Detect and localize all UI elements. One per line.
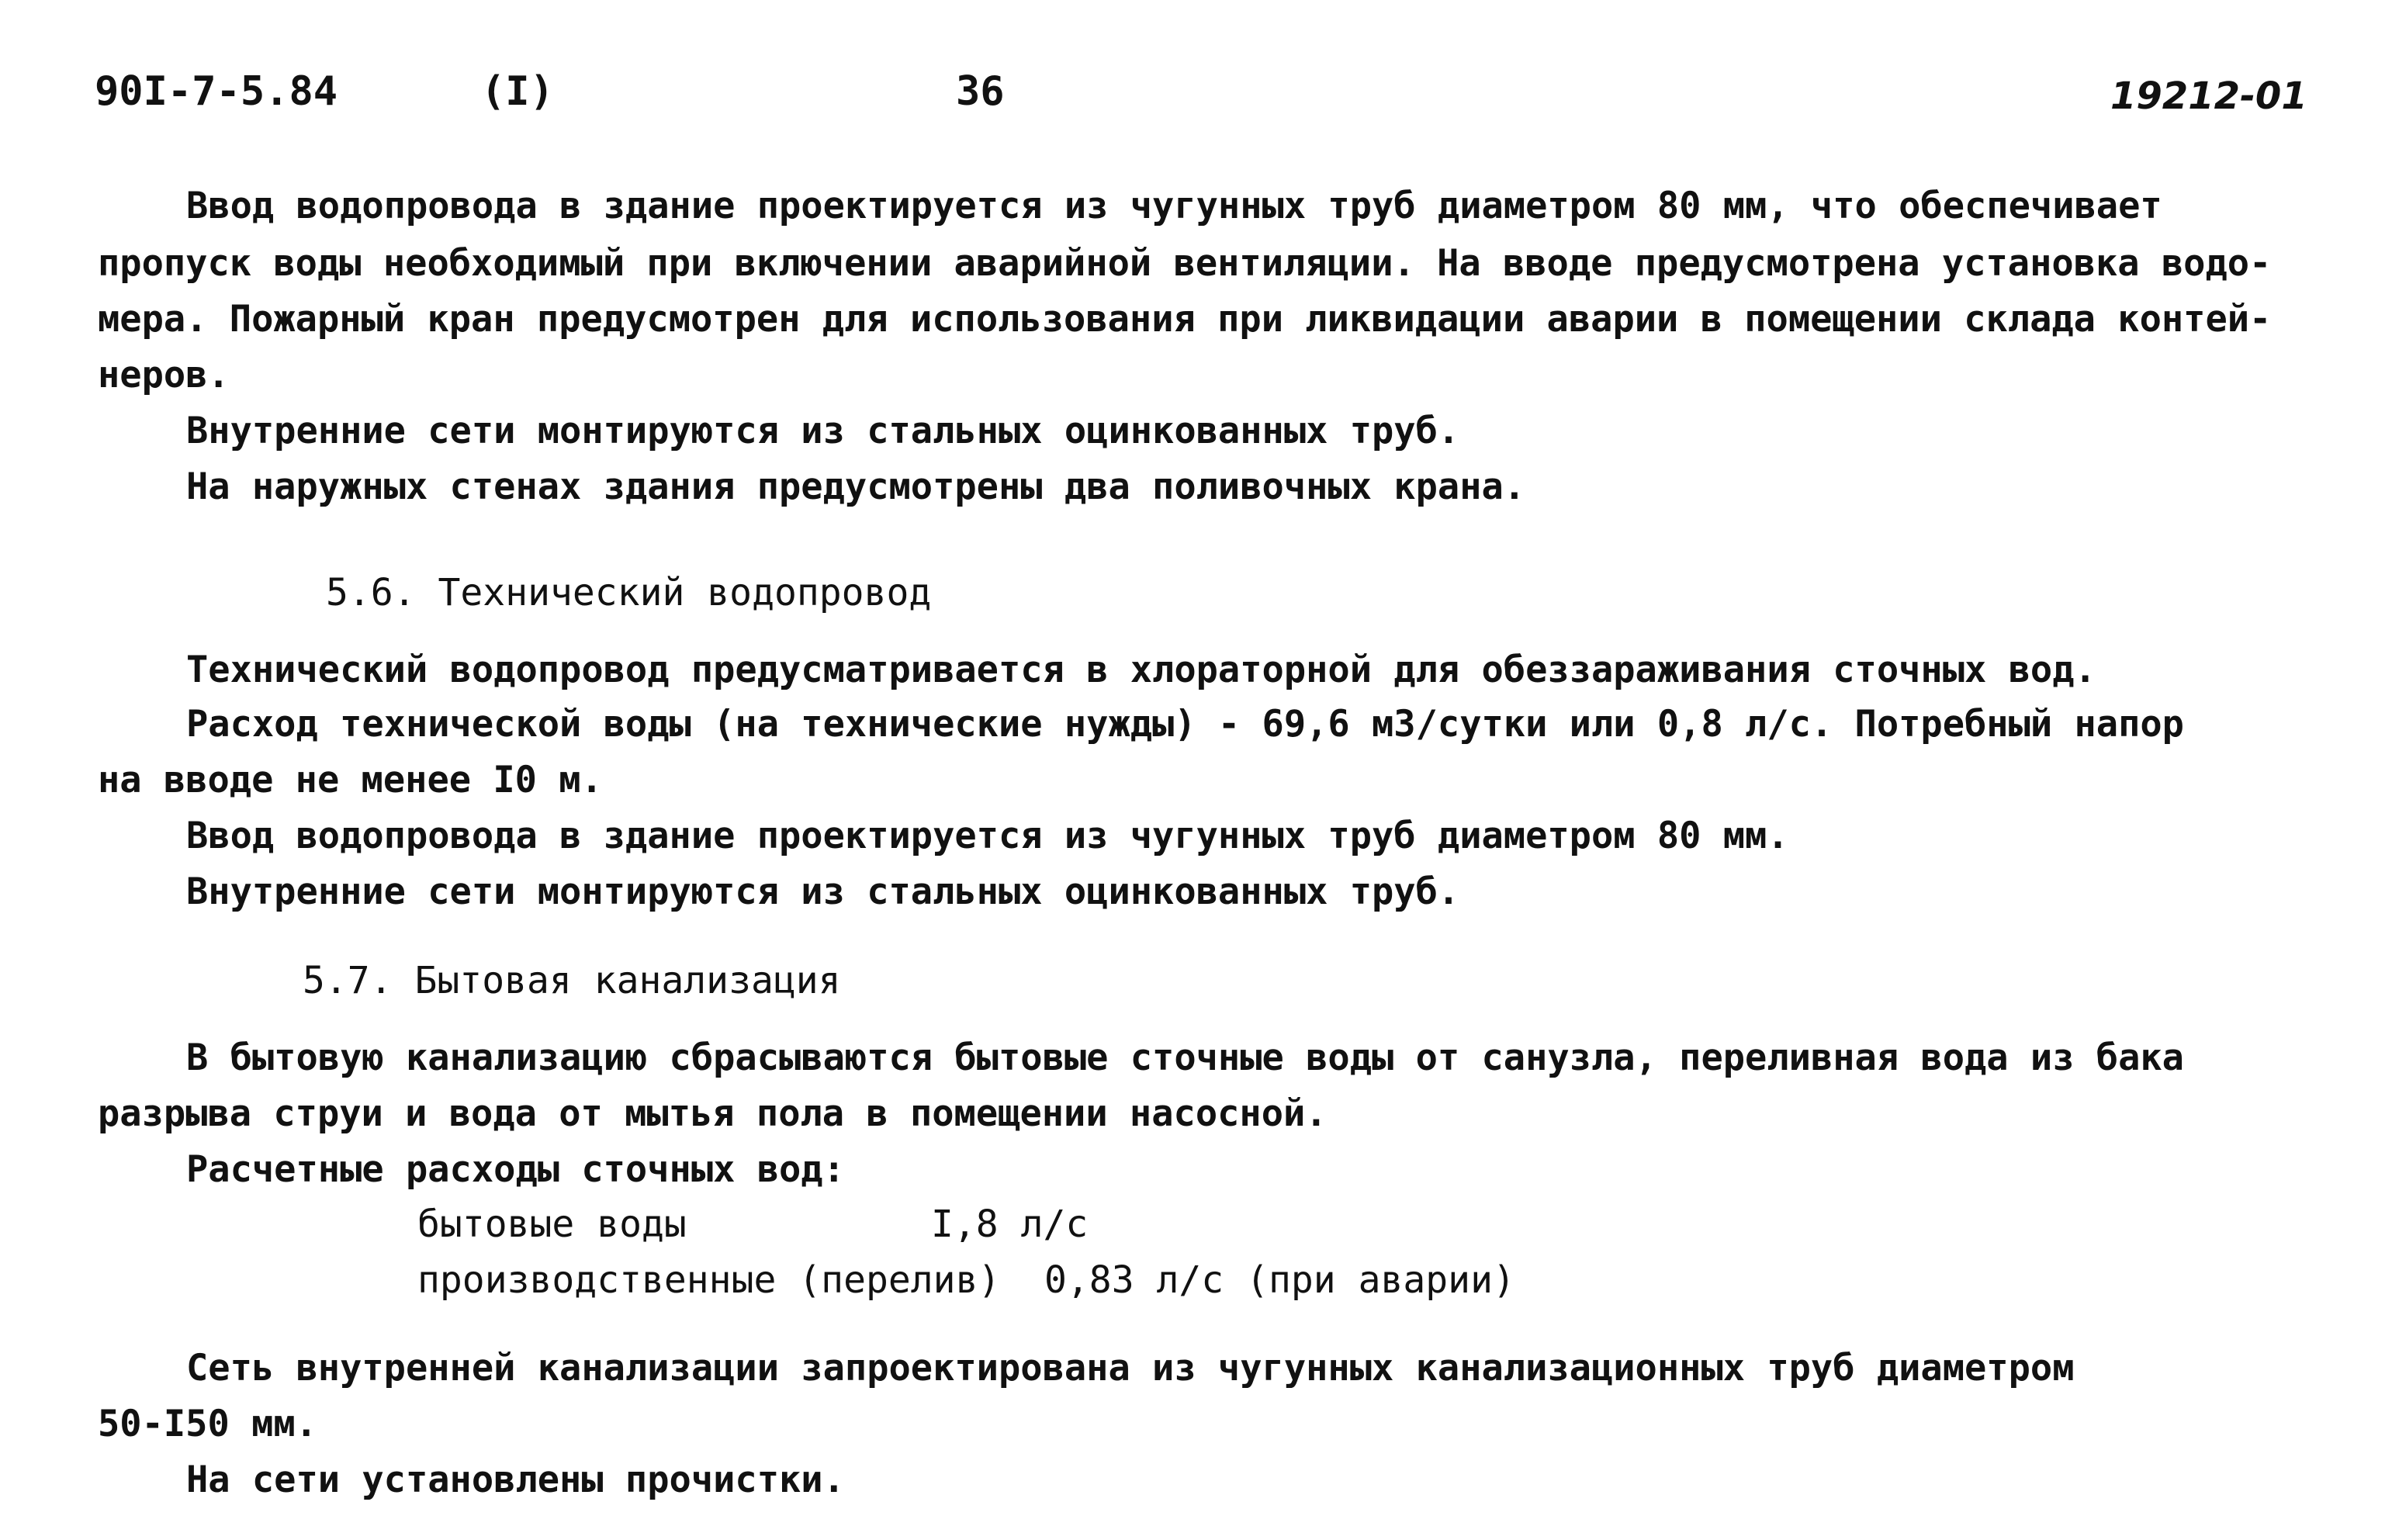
flow-industrial-value: 0,83 л/с (при аварии): [1044, 1258, 1515, 1302]
section-5-7-heading: 5.7. Бытовая канализация: [303, 959, 841, 1002]
sheet-number: (I): [481, 68, 554, 115]
s57-p1-line1: В бытовую канализацию сбрасываются бытовые сточные воды от санузла, переливная вода из бака: [186, 1036, 2184, 1079]
document-code: 90I-7-5.84: [95, 68, 338, 115]
s57-p3-line2: 50-I50 мм.: [98, 1403, 317, 1445]
inventory-stamp: 19212-01: [2110, 74, 2307, 118]
s56-p3-line: Ввод водопровода в здание проектируется из чугунных труб диаметром 80 мм.: [186, 815, 1789, 857]
s56-p4-line: Внутренние сети монтируются из стальных оцинкованных труб.: [186, 870, 1460, 913]
s56-p2-line1: Расход технической воды (на технические нужды) - 69,6 м3/сутки или 0,8 л/с. Потребный напор: [186, 703, 2184, 746]
s57-p4-line: На сети установлены прочистки.: [186, 1459, 845, 1501]
flow-household-value: I,8 л/с: [931, 1203, 1089, 1246]
flow-industrial-label: производственные (перелив): [417, 1258, 1001, 1302]
section-5-6-heading: 5.6. Технический водопровод: [326, 571, 932, 614]
para1-line1: Ввод водопровода в здание проектируется из чугунных труб диаметром 80 мм, что обеспечивает: [186, 185, 2162, 227]
para1-line2: пропуск воды необходимый при включении аварийной вентиляции. На вводе предусмотрена установка водо-: [98, 242, 2272, 285]
para3-line: На наружных стенах здания предусмотрены два поливочных крана.: [186, 465, 1526, 508]
s57-p2-line: Расчетные расходы сточных вод:: [186, 1148, 845, 1191]
page-number: 36: [956, 68, 1005, 115]
s57-p3-line1: Сеть внутренней канализации запроектирована из чугунных канализационных труб диаметром: [186, 1347, 2075, 1389]
para1-line4: неров.: [98, 354, 230, 396]
para2-line: Внутренние сети монтируются из стальных оцинкованных труб.: [186, 410, 1460, 452]
flow-household-label: бытовые воды: [417, 1203, 687, 1246]
s56-p1-line: Технический водопровод предусматривается в хлораторной для обеззараживания сточных вод.: [186, 649, 2096, 691]
s57-p1-line2: разрыва струи и вода от мытья пола в помещении насосной.: [98, 1092, 1328, 1135]
s56-p2-line2: на вводе не менее I0 м.: [98, 759, 603, 801]
para1-line3: мера. Пожарный кран предусмотрен для использования при ликвидации аварии в помещении склада контей-: [98, 298, 2272, 341]
